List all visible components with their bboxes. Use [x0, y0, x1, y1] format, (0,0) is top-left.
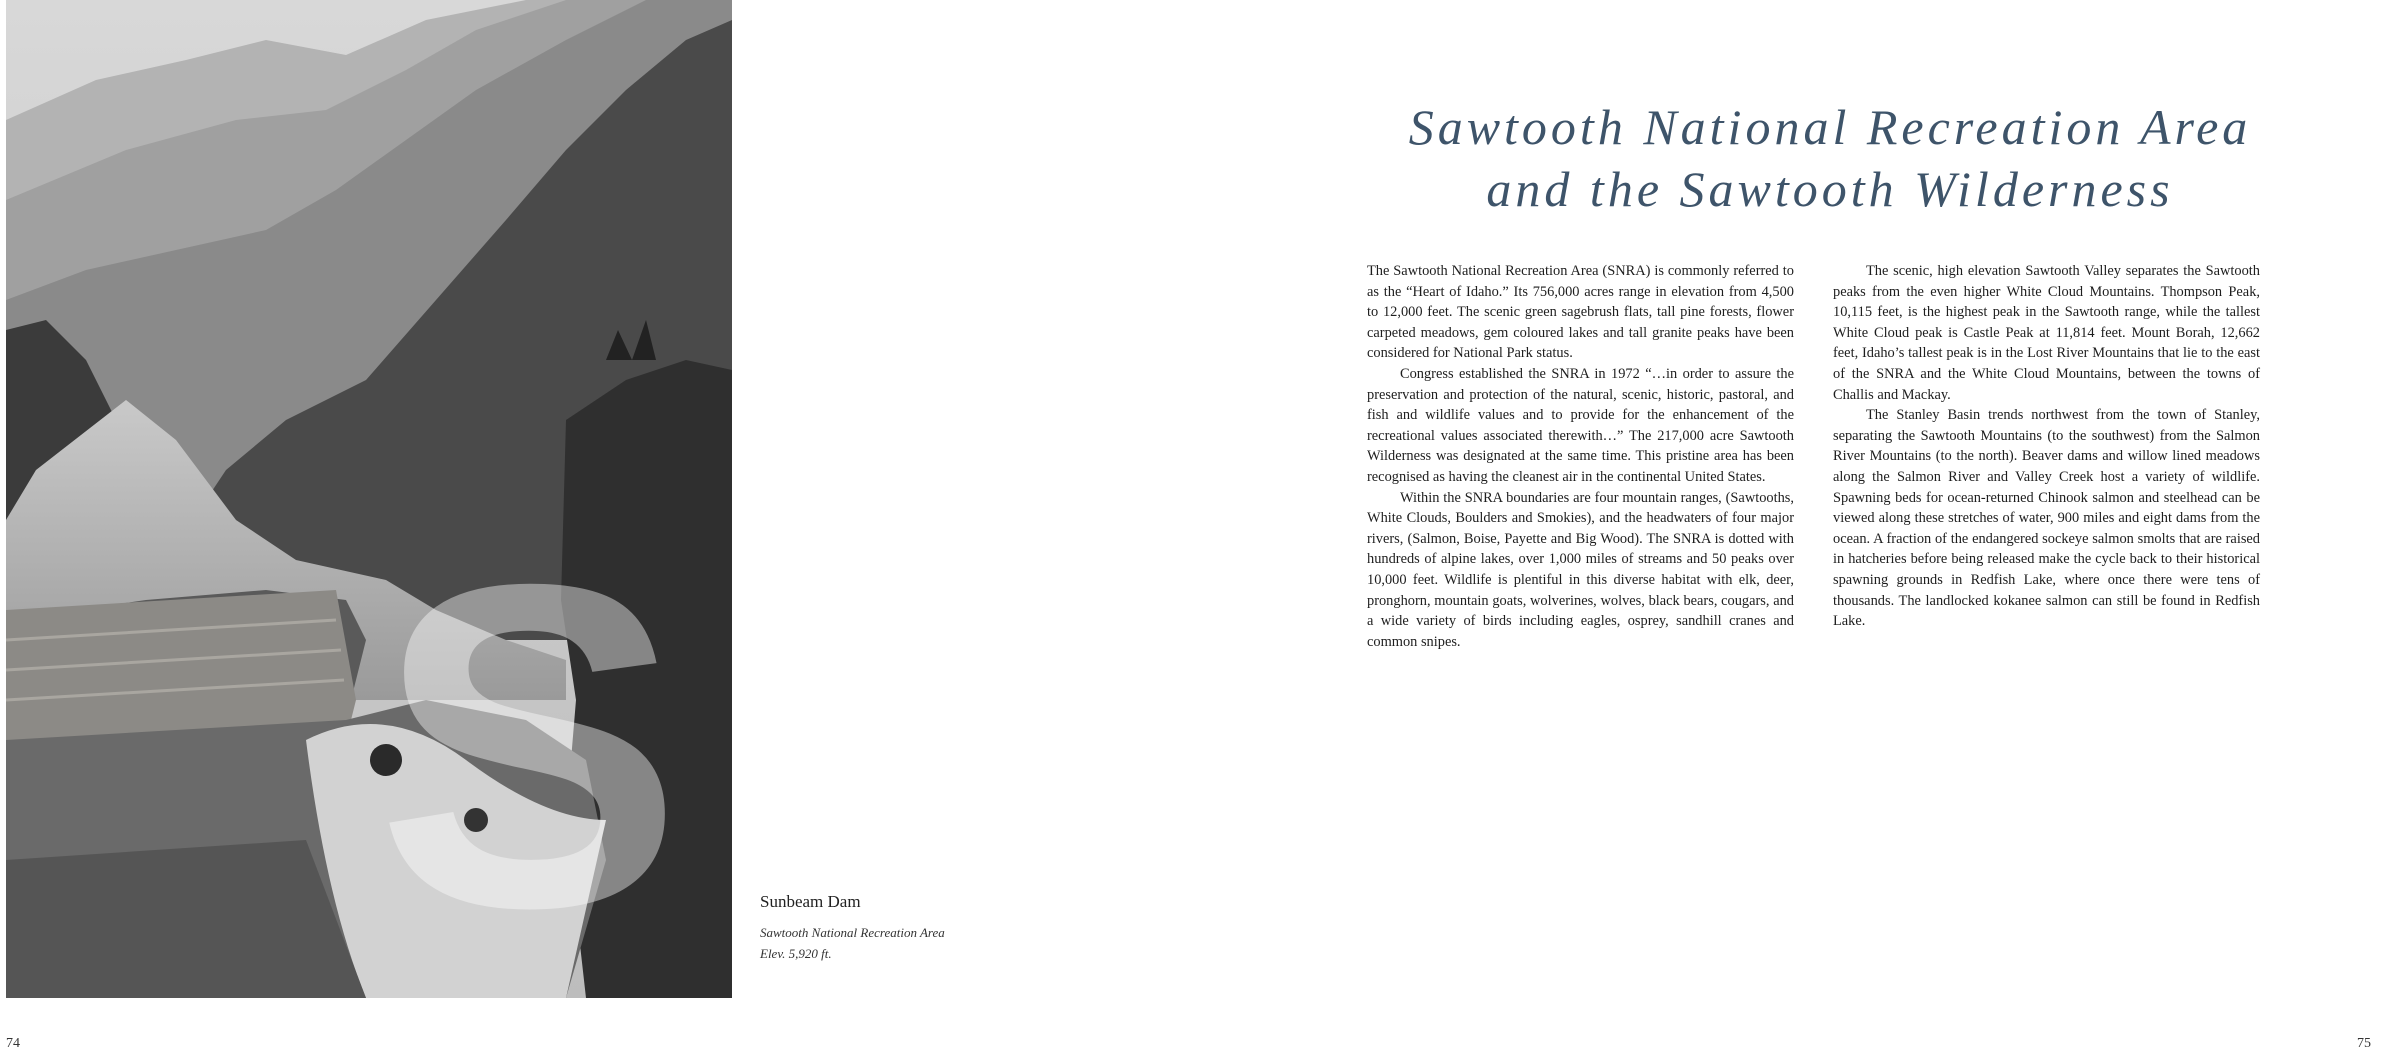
paragraph: Congress established the SNRA in 1972 “…in order to assure the preservation and protection of the natural, scenic, historic, pastoral, and fish and wildlife values and to provide for the enhancement of the recreational values associated therewith…” The 217,000 acre Sawtooth Wilderness was designated at the same time. This pristine area has been recognised as having the cleanest air in the continental United States.: [1367, 365, 1794, 485]
landscape-photo: [6, 0, 732, 998]
photo-caption: [760, 892, 945, 964]
title-line-2: and the Sawtooth Wilderness: [1486, 161, 2174, 217]
paragraph: The scenic, high elevation Sawtooth Valley separates the Sawtooth peaks from the even higher White Cloud Mountains. Thompson Peak, 10,115 feet, is the highest peak in the Sawtooth range, while the tallest White Cloud peak is Castle Peak at 11,814 feet. Mount Borah, 12,662 feet, Idaho’s tallest peak is in the Lost River Mountains that lie to the east of the SNRA and the White Cloud Mountains, between the towns of Challis and Mackay.: [1833, 263, 2260, 403]
sunbeam-dam-photo-illustration: [6, 0, 732, 998]
page-number-left: 74: [6, 1036, 20, 1051]
paragraph: The Sawtooth National Recreation Area (SNRA) is commonly referred to as the “Heart of Idaho.” Its 756,000 acres range in elevation from 4,500 to 12,000 feet. The scenic green sagebrush flats, tall pine forests, flower carpeted meadows, gem coloured lakes and tall granite peaks have been considered for National Park status.: [1367, 263, 1794, 362]
caption-elevation: Elev. 5,920 ft.: [760, 946, 832, 961]
decorative-letter-s: S: [376, 490, 683, 998]
title-line-1: Sawtooth National Recreation Area: [1408, 99, 2252, 155]
page-number-right: 75: [2357, 1036, 2371, 1051]
caption-subtitle: Sawtooth National Recreation Area: [760, 925, 945, 940]
paragraph: The Stanley Basin trends northwest from the town of Stanley, separating the Sawtooth Mountains (to the southwest) from the Salmon River Mountains (to the north). Beaver dams and willow lined meadows along the Salmon River and Valley Creek host a variety of wildlife. Spawning beds for ocean-returned Chinook salmon and steelhead can be viewed along these stretches of water, 900 miles and eight dams from the ocean. A fraction of the endangered sockeye salmon smolts that are raised in hatcheries before being released make the cycle back to their historical spawning grounds in Redfish Lake, where once there were tens of thousands. The landlocked kokanee salmon can still be found in Redfish Lake.: [1833, 407, 2260, 630]
page-title: [1330, 96, 2330, 220]
caption-title: Sunbeam Dam: [760, 892, 861, 911]
text-column-1: [1367, 261, 1794, 652]
paragraph: Within the SNRA boundaries are four mountain ranges, (Sawtooths, White Clouds, Boulders and Smokies), and the headwaters of four major rivers, (Salmon, Boise, Payette and Big Wood). The SNRA is dotted with hundreds of alpine lakes, over 1,000 miles of streams and 50 peaks over 10,000 feet. Wildlife is plentiful in this diverse habitat with elk, deer, pronghorn, mountain goats, wolverines, wolves, black bears, cougars, and a wide variety of birds including eagles, osprey, sandhill cranes and common snipes.: [1367, 489, 1794, 650]
text-column-2: [1833, 261, 2260, 632]
